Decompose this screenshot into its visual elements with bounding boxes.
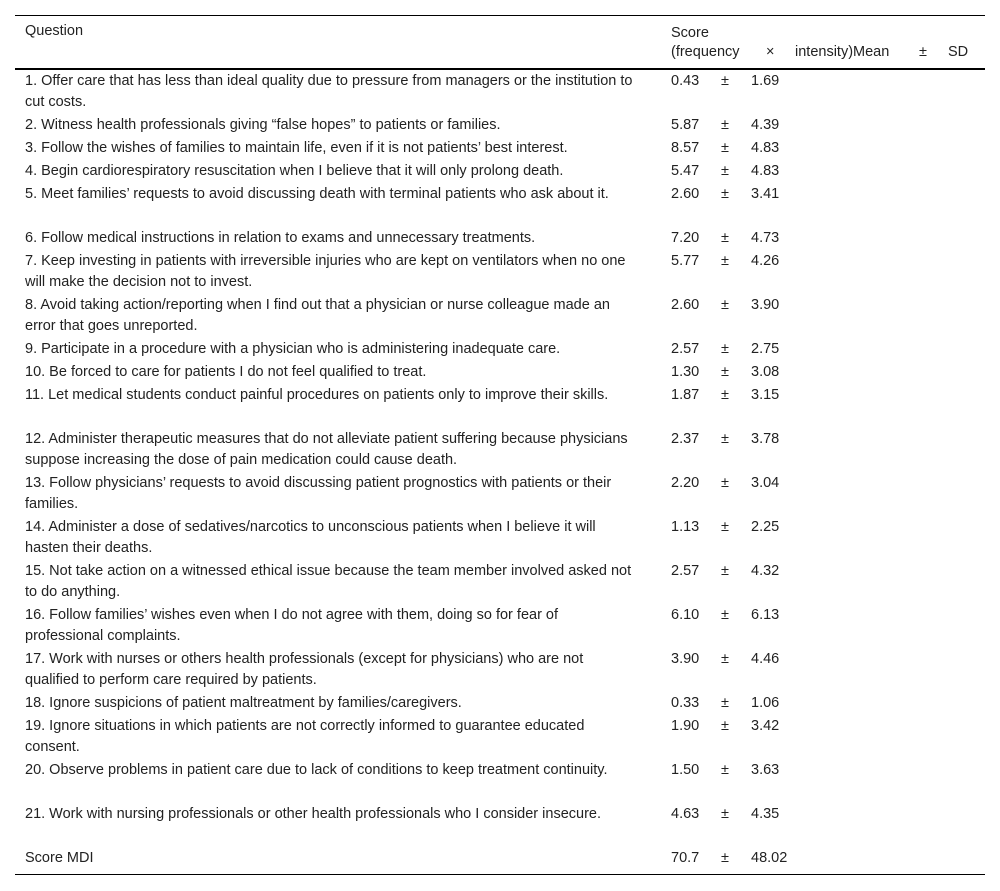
table-row — [15, 693, 985, 716]
sd-cell: 2.25 — [751, 519, 780, 535]
table-row — [15, 138, 985, 161]
header-score — [671, 23, 709, 44]
sd-cell: 3.90 — [751, 297, 780, 313]
pm-cell: ± — [721, 762, 729, 778]
sd-cell: 3.04 — [751, 475, 780, 491]
pm-cell: ± — [721, 695, 729, 711]
sd-cell: 4.46 — [751, 651, 780, 667]
pm-cell: ± — [721, 186, 729, 202]
header-score-line1: Score — [671, 25, 709, 41]
question-cell: 5. Meet families’ requests to avoid discussing death with terminal patients who ask about it. — [25, 186, 609, 202]
table-row — [15, 71, 985, 115]
table-row — [15, 429, 985, 473]
sd-cell: 4.32 — [751, 563, 780, 579]
table-row — [15, 184, 985, 228]
mean-cell: 5.77 — [671, 253, 700, 269]
pm-cell: ± — [721, 387, 729, 403]
pm-cell: ± — [721, 230, 729, 246]
mean-cell: 0.33 — [671, 695, 700, 711]
question-cell: 10. Be forced to care for patients I do not feel qualified to treat. — [25, 364, 427, 380]
table-row — [15, 473, 985, 517]
sd-cell: 1.69 — [751, 73, 780, 89]
question-cell: 18. Ignore suspicions of patient maltreatment by families/caregivers. — [25, 695, 462, 711]
question-cell: 1. Offer care that has less than ideal quality due to pressure from managers or the institution to cut costs. — [25, 73, 633, 110]
table-row — [15, 339, 985, 362]
table-row — [15, 649, 985, 693]
sd-cell: 6.13 — [751, 607, 780, 623]
table-row — [15, 804, 985, 848]
question-cell: Score MDI — [25, 850, 94, 866]
table-row-total — [15, 848, 985, 871]
sd-cell: 3.78 — [751, 431, 780, 447]
mean-cell: 2.37 — [671, 431, 700, 447]
mean-cell: 5.87 — [671, 117, 700, 133]
header-sd: SD — [948, 44, 969, 60]
header-times: × — [766, 44, 775, 60]
question-cell: 15. Not take action on a witnessed ethical issue because the team member involved asked not to do anything. — [25, 563, 632, 600]
sd-cell: 3.15 — [751, 387, 780, 403]
mean-cell: 1.30 — [671, 364, 700, 380]
question-cell: 9. Participate in a procedure with a physician who is administering inadequate care. — [25, 341, 561, 357]
table-row — [15, 228, 985, 251]
pm-cell: ± — [721, 651, 729, 667]
table-row — [15, 161, 985, 184]
question-cell: 7. Keep investing in patients with irreversible injuries who are kept on ventilators when no one will make the decision not to invest. — [25, 253, 626, 290]
pm-cell: ± — [721, 297, 729, 313]
question-cell: 14. Administer a dose of sedatives/narcotics to unconscious patients when I believe it will hasten their deaths. — [25, 519, 596, 556]
mean-cell: 2.60 — [671, 186, 700, 202]
mean-cell: 2.20 — [671, 475, 700, 491]
mean-cell: 1.13 — [671, 519, 700, 535]
sd-cell: 4.73 — [751, 230, 780, 246]
question-cell: 6. Follow medical instructions in relation to exams and unnecessary treatments. — [25, 230, 536, 246]
table-row — [15, 362, 985, 385]
table-row — [15, 251, 985, 295]
question-cell: 4. Begin cardiorespiratory resuscitation when I believe that it will only prolong death. — [25, 163, 564, 179]
header-question: Question — [25, 23, 84, 39]
sd-cell: 3.41 — [751, 186, 780, 202]
pm-cell: ± — [721, 163, 729, 179]
table-bottom-rule — [15, 874, 985, 875]
question-cell: 3. Follow the wishes of families to maintain life, even if it is not patients’ best interest. — [25, 140, 568, 156]
table-body — [15, 71, 985, 871]
mean-cell: 7.20 — [671, 230, 700, 246]
sd-cell: 48.02 — [751, 850, 788, 866]
mean-cell: 1.90 — [671, 718, 700, 734]
table-row — [15, 561, 985, 605]
pm-cell: ± — [721, 364, 729, 380]
mean-cell: 2.57 — [671, 341, 700, 357]
sd-cell: 3.63 — [751, 762, 780, 778]
sd-cell: 2.75 — [751, 341, 780, 357]
pm-cell: ± — [721, 850, 729, 866]
question-cell: 17. Work with nurses or others health professionals (except for physicians) who are not qualified to perform care required by patients. — [25, 651, 584, 688]
table-header — [15, 15, 985, 68]
mean-cell: 2.60 — [671, 297, 700, 313]
question-cell: 8. Avoid taking action/reporting when I find out that a physician or nurse colleague made an error that goes unreported. — [25, 297, 610, 334]
header-pm: ± — [919, 44, 927, 60]
sd-cell: 4.26 — [751, 253, 780, 269]
sd-cell: 4.83 — [751, 140, 780, 156]
question-cell: 20. Observe problems in patient care due to lack of conditions to keep treatment continuity. — [25, 762, 608, 778]
sd-cell: 1.06 — [751, 695, 780, 711]
pm-cell: ± — [721, 806, 729, 822]
mean-cell: 3.90 — [671, 651, 700, 667]
mean-cell: 1.87 — [671, 387, 700, 403]
question-cell: 2. Witness health professionals giving “false hopes” to patients or families. — [25, 117, 501, 133]
table-header-rule — [15, 68, 985, 70]
question-cell: 16. Follow families’ wishes even when I do not agree with them, doing so for fear of professional complaints. — [25, 607, 559, 644]
pm-cell: ± — [721, 140, 729, 156]
sd-cell: 3.08 — [751, 364, 780, 380]
question-cell: 12. Administer therapeutic measures that do not alleviate patient suffering because physicians suppose increasing the dose of pain medication could cause death. — [25, 431, 628, 468]
sd-cell: 4.35 — [751, 806, 780, 822]
pm-cell: ± — [721, 253, 729, 269]
table-row — [15, 385, 985, 429]
mean-cell: 0.43 — [671, 73, 700, 89]
table-row — [15, 115, 985, 138]
table-row — [15, 517, 985, 561]
table-row — [15, 295, 985, 339]
pm-cell: ± — [721, 431, 729, 447]
sd-cell: 4.39 — [751, 117, 780, 133]
pm-cell: ± — [721, 718, 729, 734]
sd-cell: 3.42 — [751, 718, 780, 734]
pm-cell: ± — [721, 607, 729, 623]
pm-cell: ± — [721, 341, 729, 357]
question-cell: 19. Ignore situations in which patients are not correctly informed to guarantee educated consent. — [25, 718, 585, 755]
header-intensity-mean: intensity)Mean — [795, 44, 890, 60]
mean-cell: 2.57 — [671, 563, 700, 579]
mean-cell: 6.10 — [671, 607, 700, 623]
header-frequency: (frequency — [671, 44, 740, 60]
table-row — [15, 716, 985, 760]
mean-cell: 5.47 — [671, 163, 700, 179]
mean-cell: 70.7 — [671, 850, 700, 866]
pm-cell: ± — [721, 475, 729, 491]
mean-cell: 1.50 — [671, 762, 700, 778]
mean-cell: 8.57 — [671, 140, 700, 156]
question-cell: 13. Follow physicians’ requests to avoid discussing patient prognostics with patients or their families. — [25, 475, 612, 512]
question-cell: 11. Let medical students conduct painful procedures on patients only to improve their skills. — [25, 387, 609, 403]
mean-cell: 4.63 — [671, 806, 700, 822]
pm-cell: ± — [721, 563, 729, 579]
sd-cell: 4.83 — [751, 163, 780, 179]
pm-cell: ± — [721, 519, 729, 535]
pm-cell: ± — [721, 73, 729, 89]
table-row — [15, 605, 985, 649]
table-row — [15, 760, 985, 804]
question-cell: 21. Work with nursing professionals or other health professionals who I consider insecure. — [25, 806, 601, 822]
pm-cell: ± — [721, 117, 729, 133]
